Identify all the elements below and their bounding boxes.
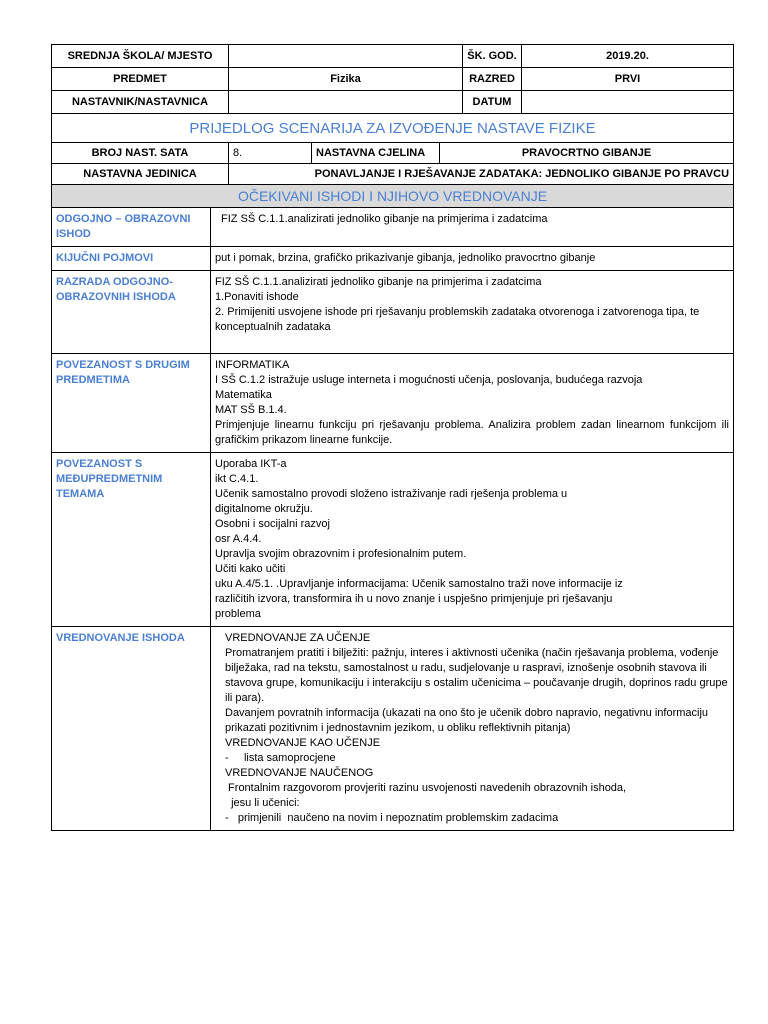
cross-label: POVEZANOST S MEĐUPREDMETNIM TEMAMA	[52, 453, 211, 627]
subjects-line: MAT SŠ B.1.4.	[215, 404, 287, 416]
elaboration-line: 1.Ponaviti ishode	[215, 291, 299, 303]
outcomes-heading: OČEKIVANI ISHODI I NJIHOVO VREDNOVANJE	[52, 185, 734, 208]
topic-value[interactable]: PONAVLJANJE I RJEŠAVANJE ZADATAKA: JEDNOLIKO GIBANJE PO PRAVCU	[229, 164, 734, 185]
assessment-line: jesu li učenici:	[225, 797, 300, 809]
cross-line: Upravlja svojim obrazovnim i profesionalnim putem.	[215, 548, 467, 560]
date-label: DATUM	[463, 91, 522, 114]
elaboration-text[interactable]	[211, 271, 734, 354]
concepts-text[interactable]: put i pomak, brzina, grafičko prikazivanje gibanja, jednoliko pravocrtno gibanje	[211, 247, 734, 271]
outcome-text[interactable]: FIZ SŠ C.1.1.analizirati jednoliko gibanje na primjerima i zadatcima	[211, 208, 734, 247]
assessment-line: - lista samoprocjene	[225, 752, 336, 764]
assessment-line: Promatranjem pratiti i bilježiti: pažnju, interes i aktivnosti učenika (način rješavanja problema, vođenje bilježaka, rad na tekstu, samostalnost u radu, sudjelovanje u raspravi, iznošenje osobnih stavova ili stavova grupe, komunikaciju i interakciju s ostalim učenicima – poučavanje drugih, doprinos radu grupe ili para).	[225, 647, 728, 704]
scenario-table	[51, 113, 734, 208]
subjects-text[interactable]	[211, 354, 734, 453]
year-label: ŠK. GOD.	[463, 45, 522, 68]
cross-line: Učenik samostalno provodi složeno istraživanje radi rješenja problema u	[215, 488, 568, 500]
lesson-plan-page	[51, 44, 733, 831]
elaboration-line: FIZ SŠ C.1.1.analizirati jednoliko gibanje na primjerima i zadatcima	[215, 276, 542, 288]
cross-line: Učiti kako učiti	[215, 563, 286, 575]
assessment-line: VREDNOVANJE NAUČENOG	[225, 767, 374, 779]
cross-line: digitalnome okružju.	[215, 503, 313, 515]
subjects-line: I SŠ C.1.2 istražuje usluge interneta i mogućnosti učenja, poslovanja, budućega razvoja	[215, 374, 643, 386]
concepts-label: KIJUČNI POJMOVI	[52, 247, 211, 271]
teacher-label: NASTAVNIK/NASTAVNICA	[52, 91, 229, 114]
lesson-number-value[interactable]: 8.	[229, 143, 312, 164]
grade-label: RAZRED	[463, 68, 522, 91]
assessment-line: Frontalnim razgovorom provjeriti razinu usvojenosti navedenih obrazovnih ishoda,	[225, 782, 627, 794]
grade-value[interactable]: PRVI	[522, 68, 734, 91]
subjects-line: Matematika	[215, 389, 272, 401]
cross-line: uku A.4/5.1. .Upravljanje informacijama: Učenik samostalno traži nove informacije iz	[215, 578, 623, 590]
school-value[interactable]	[229, 45, 463, 68]
elaboration-line: 2. Primijeniti usvojene ishode pri rješavanju problemskih zadataka otvorenoga i zatvorenoga tipa, te konceptualnih zadataka	[215, 306, 700, 333]
unit-value[interactable]: PRAVOCRTNO GIBANJE	[440, 143, 734, 164]
assessment-line: VREDNOVANJE KAO UČENJE	[225, 737, 381, 749]
assessment-line: - primjenili naučeno na novim i nepoznatim problemskim zadacima	[225, 812, 559, 824]
subject-label: PREDMET	[52, 68, 229, 91]
outcome-label: ODGOJNO – OBRAZOVNI ISHOD	[52, 208, 211, 247]
lesson-number-label: BROJ NAST. SATA	[52, 143, 229, 164]
date-value[interactable]	[522, 91, 734, 114]
subjects-line: Primjenjuje linearnu funkciju pri rješavanju problema. Analizira problem zadan linearnom funkcijom ili grafičkim prikazom linearne funkcije.	[215, 419, 729, 446]
cross-line: Uporaba IKT-a	[215, 458, 287, 470]
header-table	[51, 44, 734, 114]
topic-label: NASTAVNA JEDINICA	[52, 164, 229, 185]
subjects-label: POVEZANOST S DRUGIM PREDMETIMA	[52, 354, 211, 453]
assessment-text[interactable]	[211, 627, 734, 831]
sections-table	[51, 207, 734, 831]
assessment-line: VREDNOVANJE ZA UČENJE	[225, 632, 371, 644]
assessment-label: VREDNOVANJE ISHODA	[52, 627, 211, 831]
cross-line: Osobni i socijalni razvoj	[215, 518, 330, 530]
cross-text[interactable]	[211, 453, 734, 627]
cross-line: različitih izvora, transformira ih u novo znanje i uspješno primjenjuje pri rješavanju	[215, 593, 613, 605]
unit-label: NASTAVNA CJELINA	[312, 143, 440, 164]
cross-line: ikt C.4.1.	[215, 473, 259, 485]
page-title: PRIJEDLOG SCENARIJA ZA IZVOĐENJE NASTAVE FIZIKE	[52, 114, 734, 143]
cross-line: osr A.4.4.	[215, 533, 262, 545]
teacher-value[interactable]	[229, 91, 463, 114]
subject-value[interactable]: Fizika	[229, 68, 463, 91]
assessment-line: Davanjem povratnih informacija (ukazati na ono što je učenik dobro napravio, negativnu informaciju prikazati pozitivnim i jednostavnim jezikom, u obliku reflektivnih pitanja)	[225, 707, 709, 734]
year-value[interactable]: 2019.20.	[522, 45, 734, 68]
cross-line: problema	[215, 608, 261, 620]
school-label: SREDNJA ŠKOLA/ MJESTO	[52, 45, 229, 68]
subjects-line: INFORMATIKA	[215, 359, 290, 371]
elaboration-label: RAZRADA ODGOJNO-OBRAZOVNIH ISHODA	[52, 271, 211, 354]
